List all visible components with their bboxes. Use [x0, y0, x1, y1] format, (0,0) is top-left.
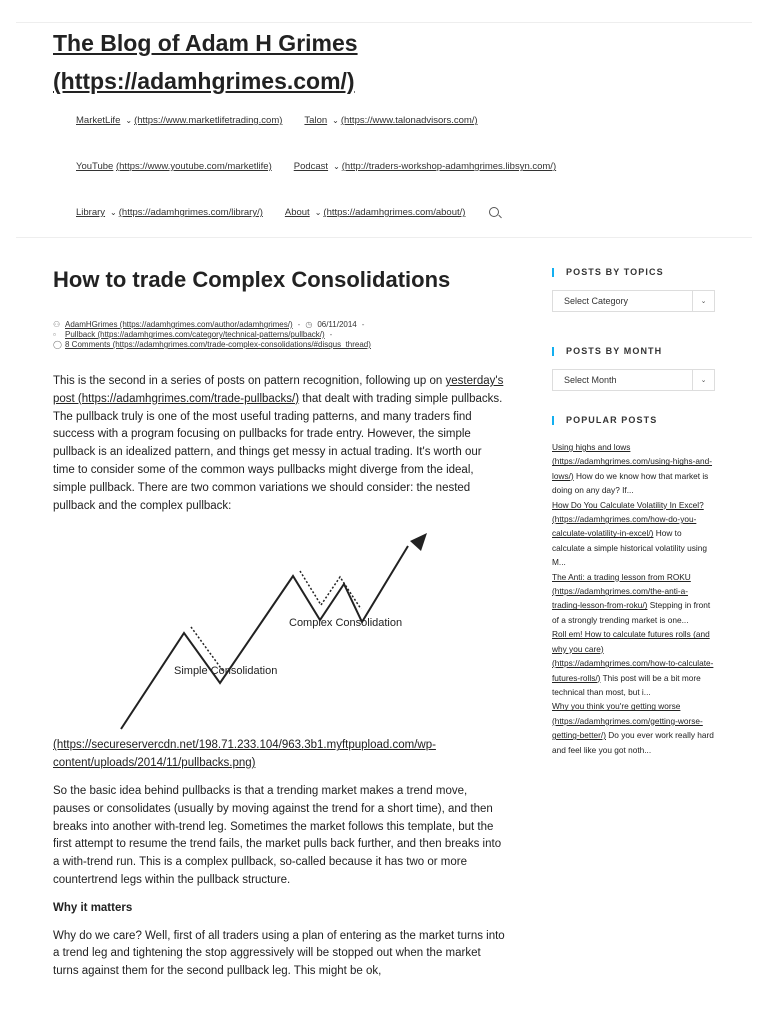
- nav-row: [76, 110, 716, 156]
- meta-row-category: [53, 330, 506, 340]
- chevron-down-icon[interactable]: ⌄: [110, 208, 117, 217]
- post-date: 06/11/2014: [317, 320, 357, 329]
- chevron-down-icon[interactable]: ⌄: [692, 370, 714, 390]
- nav-row: [76, 156, 716, 202]
- post-content: [53, 265, 506, 991]
- figure-link-paragraph: [53, 737, 506, 773]
- paragraph-text: that dealt with trading simple pullbacks. The pullback truly is one of the most useful trading patterns, and many traders find success with a program focusing on pullbacks for trade entry. However, the simple pullback is an idealized pattern, and things get messy in actual trading. It's worth our time to consider some of the common ways pullbacks might diverge from the ideal, simple pullback. There are two common variations we should consider: the nested pullback and the complex pullback:: [53, 392, 503, 512]
- nav-item-label[interactable]: YouTube: [76, 161, 114, 172]
- yesterdays-post-link[interactable]: yesterday's post (https://adamhgrimes.com/trade-pullbacks/): [53, 375, 504, 405]
- nav-item-label[interactable]: MarketLife: [76, 115, 121, 126]
- nav-item-label[interactable]: Library: [76, 207, 106, 218]
- section-heading-why-it-matters: Why it matters: [53, 901, 133, 914]
- chevron-down-icon[interactable]: ⌄: [692, 291, 714, 311]
- popular-post-excerpt: How to calculate a simple historical volatility using M...: [552, 528, 707, 568]
- paragraph-text: This is the second in a series of posts on pattern recognition, following up on: [53, 375, 446, 387]
- popular-post-link[interactable]: The Anti: a trading lesson from ROKU (https://adamhgrimes.com/the-anti-a-trading-lesson-from-roku/): [552, 571, 691, 611]
- meta-row-author: [53, 320, 506, 330]
- simple-consolidation-label: Simple Consolidation: [174, 665, 278, 678]
- user-icon: ⚇: [53, 320, 61, 329]
- meta-separator: -: [297, 320, 301, 329]
- nav-row: [76, 202, 716, 248]
- author-link[interactable]: AdamHGrimes (https://adamhgrimes.com/author/adamhgrimes/): [65, 320, 293, 329]
- category-select[interactable]: [552, 290, 715, 312]
- category-select-value[interactable]: Select Category: [564, 296, 629, 306]
- nav-item-library[interactable]: [76, 207, 263, 218]
- nav-item-marketlife[interactable]: [76, 115, 282, 126]
- nav-item-url[interactable]: (https://www.talonadvisors.com/): [340, 115, 478, 126]
- comments-link[interactable]: 8 Comments (https://adamhgrimes.com/trade-complex-consolidations/#disqus_thread): [65, 340, 371, 349]
- sidebar: [552, 265, 715, 757]
- pullbacks-diagram[interactable]: [53, 525, 506, 733]
- complex-consolidation-label: Complex Consolidation: [289, 617, 403, 630]
- site-title: The Blog of Adam H Grimes: [53, 30, 358, 56]
- nav-item-url[interactable]: (https://www.youtube.com/marketlife): [115, 161, 272, 172]
- post-meta: [53, 320, 506, 350]
- meta-separator: -: [361, 320, 365, 329]
- popular-post-link[interactable]: Why you think you're getting worse (https://adamhgrimes.com/getting-worse-getting-better/): [552, 701, 703, 741]
- widget-title: [552, 413, 715, 427]
- list-item: [552, 570, 715, 628]
- widget-title-text: POSTS BY TOPICS: [566, 267, 664, 277]
- nav-item-label[interactable]: About: [284, 207, 310, 218]
- nav-item-youtube[interactable]: [76, 161, 272, 172]
- widget-title-text: POSTS BY MONTH: [566, 346, 663, 356]
- figure-image-link[interactable]: (https://secureservercdn.net/198.71.233.104/963.3b1.myftpupload.com/wp-content/uploads/2014/11/pullbacks.png): [53, 739, 436, 770]
- clock-icon: ◷: [305, 320, 313, 329]
- paragraph-intro: [53, 373, 506, 515]
- meta-row-comments: [53, 340, 506, 350]
- nav-item-podcast[interactable]: [294, 161, 556, 172]
- accent-bar: [552, 416, 554, 425]
- arrow-head: [410, 533, 427, 551]
- chevron-down-icon[interactable]: ⌄: [314, 208, 322, 217]
- widget-popular-posts: [552, 413, 715, 757]
- popular-post-excerpt: Do you ever work really hard and feel like you got noth...: [552, 730, 714, 755]
- nav-item-url[interactable]: (https://adamhgrimes.com/library/): [118, 207, 263, 218]
- chevron-down-icon[interactable]: ⌄: [125, 116, 133, 125]
- nav-search-button[interactable]: [487, 207, 499, 217]
- chevron-down-icon[interactable]: ⌄: [333, 162, 340, 171]
- nav-item-url[interactable]: (http://traders-workshop-adamhgrimes.libsyn.com/): [341, 161, 557, 172]
- category-link[interactable]: Pullback (https://adamhgrimes.com/category/technical-patterns/pullback/): [65, 330, 325, 339]
- paragraph-why: Why do we care? Well, first of all traders using a plan of entering as the market turns into a trend leg and tightening the stop aggressively will be stopped out when the market turns against them for the second pullback leg. This might be ok,: [53, 929, 505, 978]
- nav-item-about[interactable]: [285, 207, 466, 218]
- month-select-value[interactable]: Select Month: [564, 375, 617, 385]
- chevron-down-icon[interactable]: ⌄: [332, 116, 339, 125]
- widget-topics: [552, 265, 715, 312]
- list-item: [552, 498, 715, 570]
- main-navigation: [76, 110, 716, 248]
- price-path-line: [121, 546, 408, 729]
- widget-title: [552, 265, 715, 279]
- search-icon[interactable]: [489, 207, 499, 217]
- header-bottom-rule: [16, 237, 752, 238]
- meta-separator: -: [329, 330, 333, 339]
- list-item: [552, 627, 715, 699]
- popular-posts-list: [552, 440, 715, 757]
- nav-item-label[interactable]: Talon: [304, 115, 328, 126]
- comment-icon: ◯: [53, 340, 62, 349]
- nav-item-url[interactable]: (https://www.marketlifetrading.com): [134, 115, 283, 126]
- post-body: [53, 373, 506, 981]
- popular-post-link[interactable]: Using highs and lows (https://adamhgrimes.com/using-highs-and-lows/): [552, 442, 713, 481]
- paragraph-basic-idea: So the basic idea behind pullbacks is that a trending market makes a trend move, pauses or consolidates (usually by moving against the trend for a short time), and then breaks into another with-trend leg. Sometimes the market follows this template, but the first attempt to resume the trend fails, the market pulls back further, and then breaks into a with-trend run. This is a complex pullback, so-called because it has two or more countertrend legs within the pullback structure.: [53, 784, 502, 886]
- popular-post-link[interactable]: Roll em! How to calculate futures rolls (and why you care) (https://adamhgrimes.com/how-to-calculate-futures-rolls/): [552, 629, 714, 683]
- month-select[interactable]: [552, 369, 715, 391]
- popular-post-excerpt: Stepping in front of a strongly trending market is one...: [552, 600, 711, 625]
- popular-post-excerpt: How do we know how that market is doing on any day? If...: [552, 470, 709, 496]
- widget-title-text: POPULAR POSTS: [566, 415, 658, 425]
- list-item: [552, 699, 715, 757]
- popular-post-excerpt: This post will be a bit more technical than most, but i...: [552, 672, 701, 697]
- site-title-link[interactable]: [53, 24, 473, 100]
- nav-item-url[interactable]: (https://adamhgrimes.com/about/): [323, 207, 466, 218]
- popular-post-link[interactable]: How Do You Calculate Volatility In Excel? (https://adamhgrimes.com/how-do-you-calculate-volatility-in-excel/): [552, 499, 704, 539]
- nav-item-talon[interactable]: [304, 115, 477, 126]
- widget-title: [552, 344, 715, 358]
- site-url: (https://adamhgrimes.com/): [53, 68, 355, 94]
- widget-month: [552, 344, 715, 391]
- nav-item-label[interactable]: Podcast: [293, 161, 329, 172]
- accent-bar: [552, 347, 554, 356]
- header-top-rule: [16, 22, 752, 23]
- accent-bar: [552, 268, 554, 277]
- folder-icon: ▫: [53, 330, 56, 339]
- post-title: How to trade Complex Consolidations: [53, 267, 451, 292]
- list-item: [552, 440, 715, 498]
